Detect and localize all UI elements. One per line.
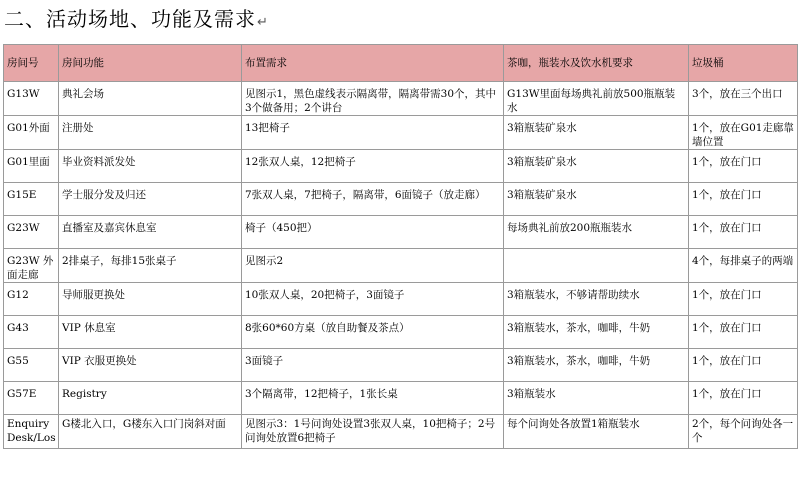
cell-room-number: Enquiry Desk/Los (4, 415, 59, 449)
cell-drinks-requirements: 3箱瓶装矿泉水 (504, 183, 689, 216)
cell-trash-bins: 1个，放在门口 (689, 382, 798, 415)
cell-layout-requirements: 12张双人桌，12把椅子 (242, 150, 504, 183)
cell-room-function: 典礼会场 (59, 82, 242, 116)
table-row (4, 150, 798, 183)
cell-layout-requirements: 见图示2 (242, 249, 504, 283)
cell-trash-bins: 1个，放在门口 (689, 150, 798, 183)
table-row (4, 316, 798, 349)
cell-layout-requirements: 见图示1，黑色虚线表示隔离带，隔离带需30个，其中3个做备用；2个讲台 (242, 82, 504, 116)
cell-trash-bins: 1个，放在门口 (689, 183, 798, 216)
section-heading-text: 二、活动场地、功能及需求 (4, 7, 256, 31)
cell-room-function: G楼北入口，G楼东入口门岗斜对面 (59, 415, 242, 449)
header-drinks-requirements: 茶咖，瓶装水及饮水机要求 (504, 45, 689, 82)
cell-drinks-requirements: 3箱瓶装水 (504, 382, 689, 415)
cell-drinks-requirements: 3箱瓶装矿泉水 (504, 150, 689, 183)
paragraph-mark-icon: ↵ (257, 15, 269, 30)
header-layout-requirements: 布置需求 (242, 45, 504, 82)
cell-drinks-requirements: 3箱瓶装水，不够请帮助续水 (504, 283, 689, 316)
cell-room-number: G55 (4, 349, 59, 382)
header-trash-bins: 垃圾桶 (689, 45, 798, 82)
cell-room-function: 直播室及嘉宾休息室 (59, 216, 242, 249)
cell-drinks-requirements: 每场典礼前放200瓶瓶装水 (504, 216, 689, 249)
cell-trash-bins: 1个，放在门口 (689, 316, 798, 349)
cell-room-number: G15E (4, 183, 59, 216)
cell-trash-bins: 4个，每排桌子的两端 (689, 249, 798, 283)
cell-room-function: 导师服更换处 (59, 283, 242, 316)
cell-room-function: 学士服分发及归还 (59, 183, 242, 216)
cell-room-function: VIP 衣服更换处 (59, 349, 242, 382)
table-header-row (4, 45, 798, 82)
cell-room-number: G12 (4, 283, 59, 316)
cell-drinks-requirements: 3箱瓶装矿泉水 (504, 116, 689, 150)
cell-trash-bins: 1个，放在G01走廊靠墙位置 (689, 116, 798, 150)
cell-drinks-requirements: 3箱瓶装水，茶水，咖啡，牛奶 (504, 349, 689, 382)
cell-room-function: 毕业资料派发处 (59, 150, 242, 183)
cell-layout-requirements: 见图示3：1号问询处设置3张双人桌，10把椅子；2号问询处放置6把椅子 (242, 415, 504, 449)
table-row (4, 382, 798, 415)
cell-layout-requirements: 3个隔离带，12把椅子，1张长桌 (242, 382, 504, 415)
cell-layout-requirements: 7张双人桌，7把椅子，隔离带，6面镜子（放走廊） (242, 183, 504, 216)
venue-requirements-table (3, 44, 798, 449)
table-row (4, 283, 798, 316)
cell-layout-requirements: 3面镜子 (242, 349, 504, 382)
cell-layout-requirements: 13把椅子 (242, 116, 504, 150)
cell-room-function: 注册处 (59, 116, 242, 150)
section-heading (4, 6, 269, 36)
cell-room-number: G57E (4, 382, 59, 415)
cell-drinks-requirements (504, 249, 689, 283)
cell-room-number: G43 (4, 316, 59, 349)
table-row (4, 415, 798, 449)
table-row (4, 116, 798, 150)
cell-drinks-requirements: G13W里面每场典礼前放500瓶瓶装水 (504, 82, 689, 116)
cell-trash-bins: 1个，放在门口 (689, 283, 798, 316)
cell-trash-bins: 2个，每个问询处各一个 (689, 415, 798, 449)
cell-room-number: G01外面 (4, 116, 59, 150)
table-row (4, 216, 798, 249)
cell-trash-bins: 1个，放在门口 (689, 349, 798, 382)
header-room-number: 房间号 (4, 45, 59, 82)
cell-layout-requirements: 椅子（450把） (242, 216, 504, 249)
cell-room-number: G13W (4, 82, 59, 116)
cell-room-function: Registry (59, 382, 242, 415)
cell-trash-bins: 3个，放在三个出口 (689, 82, 798, 116)
cell-drinks-requirements: 每个问询处各放置1箱瓶装水 (504, 415, 689, 449)
cell-layout-requirements: 8张60*60方桌（放自助餐及茶点） (242, 316, 504, 349)
header-room-function: 房间功能 (59, 45, 242, 82)
table-body (4, 82, 798, 449)
table-row (4, 249, 798, 283)
cell-room-number: G23W (4, 216, 59, 249)
table-row (4, 349, 798, 382)
cell-layout-requirements: 10张双人桌，20把椅子，3面镜子 (242, 283, 504, 316)
cell-trash-bins: 1个，放在门口 (689, 216, 798, 249)
cell-room-number: G23W 外面走廊 (4, 249, 59, 283)
cell-room-number: G01里面 (4, 150, 59, 183)
table-row (4, 183, 798, 216)
cell-room-function: VIP 休息室 (59, 316, 242, 349)
cell-drinks-requirements: 3箱瓶装水，茶水，咖啡，牛奶 (504, 316, 689, 349)
cell-room-function: 2排桌子，每排15张桌子 (59, 249, 242, 283)
table-row (4, 82, 798, 116)
